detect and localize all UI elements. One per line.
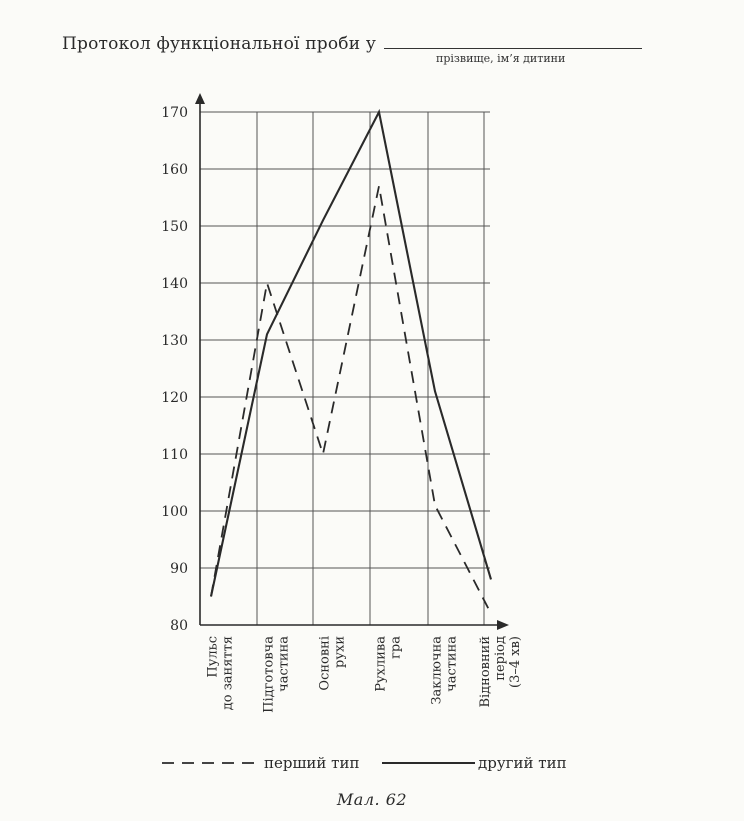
series-lines (211, 112, 491, 614)
y-tick-label: 150 (161, 219, 188, 235)
figure-caption: Мал. 62 (336, 790, 408, 809)
x-category-line: частина (276, 636, 292, 692)
x-category-line: гра (388, 636, 404, 659)
x-category-line: (3–4 хв) (508, 636, 523, 688)
series-second-type-line (211, 112, 491, 597)
x-category-label (318, 636, 348, 691)
x-category-labels (206, 636, 524, 713)
x-category-line: Основні (317, 636, 333, 691)
chart-legend (162, 754, 567, 772)
chart-grid (200, 112, 490, 625)
x-category-line: рухи (332, 636, 348, 668)
y-tick-label: 130 (161, 333, 188, 349)
chart-axes (195, 93, 509, 630)
x-category-label (262, 636, 292, 713)
x-category-label (430, 636, 460, 705)
y-tick-label: 110 (161, 447, 188, 463)
y-tick-label: 120 (161, 390, 188, 406)
x-category-line: Пульс (205, 636, 221, 678)
legend-label-second-type: другий тип (478, 754, 567, 772)
x-category-line: Заключна (429, 636, 445, 705)
y-tick-label: 100 (161, 504, 188, 520)
y-tick-labels (161, 105, 188, 634)
x-category-line: Відновний (478, 636, 493, 708)
y-axis-arrow (195, 93, 205, 104)
x-category-label (206, 636, 236, 710)
x-category-label (374, 636, 404, 692)
y-tick-label: 90 (170, 561, 188, 577)
x-category-line: Рухлива (373, 636, 389, 692)
x-category-label (478, 636, 523, 708)
protocol-title: Протокол функціональної проби у (62, 34, 377, 54)
x-category-line: частина (444, 636, 460, 692)
x-axis-arrow (497, 620, 509, 630)
y-tick-label: 160 (161, 162, 188, 178)
x-category-line: до заняття (220, 636, 236, 711)
legend-label-first-type: перший тип (264, 754, 360, 772)
y-tick-label: 80 (170, 618, 188, 634)
y-tick-label: 140 (161, 276, 188, 292)
name-line-hint: прізвище, ім’я дитини (436, 52, 566, 65)
x-category-line: Підготовча (261, 636, 277, 713)
y-tick-label: 170 (161, 105, 188, 121)
x-category-line: період (493, 636, 508, 681)
